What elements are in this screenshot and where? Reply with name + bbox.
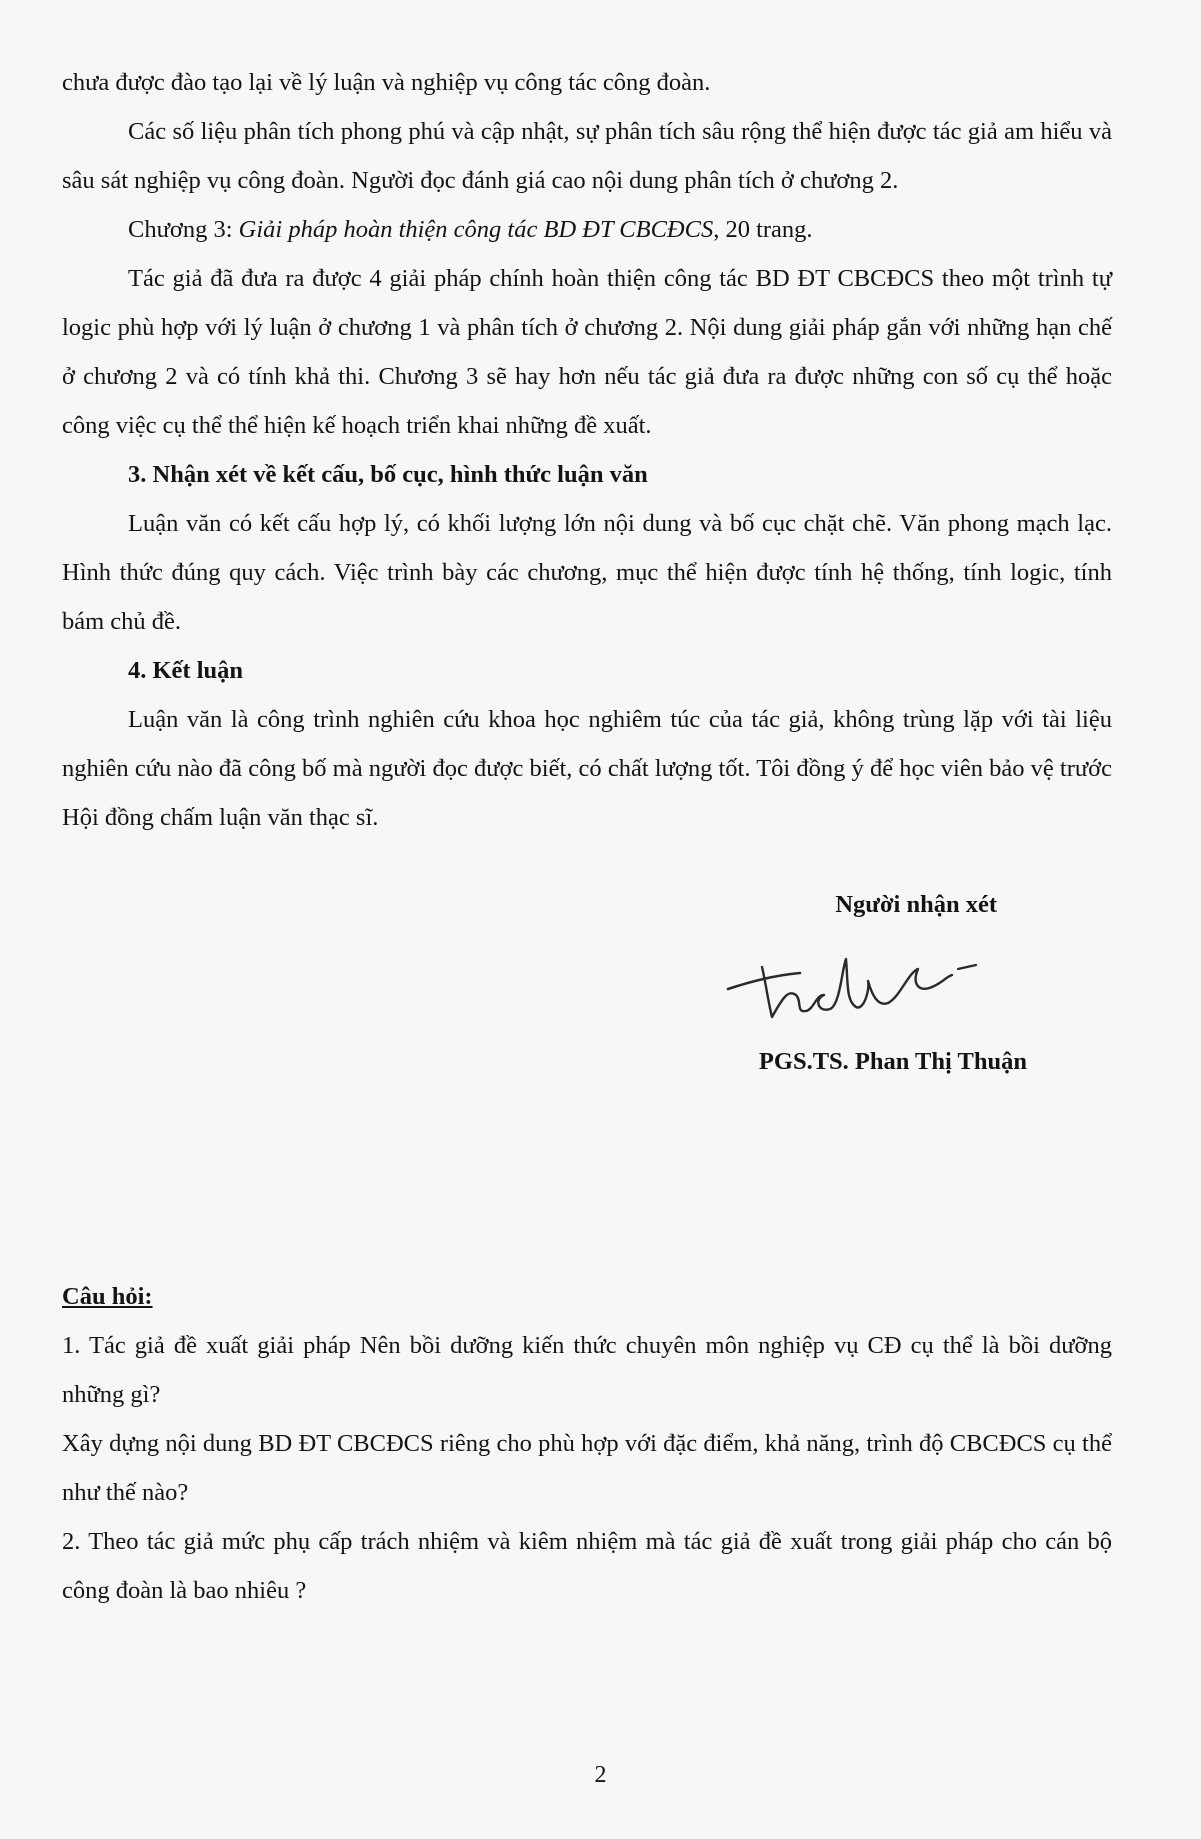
section-heading-3: 3. Nhận xét về kết cấu, bố cục, hình thức luận văn [128, 461, 648, 488]
chapter-3-prefix: Chương 3: [128, 216, 239, 243]
question-1-followup: Xây dựng nội dung BD ĐT CBCĐCS riêng cho phù hợp với đặc điểm, khả năng, trình độ CBCĐCS cụ thể như thế nào? [62, 1430, 1112, 1506]
paragraph-analysis: Các số liệu phân tích phong phú và cập nhật, sự phân tích sâu rộng thể hiện được tác giả am hiểu và sâu sát nghiệp vụ công đoàn. Người đọc đánh giá cao nội dung phân tích ở chương 2. [62, 118, 1112, 194]
question-2: 2. Theo tác giả mức phụ cấp trách nhiệm và kiêm nhiệm mà tác giả đề xuất trong giải pháp cho cán bộ công đoàn là bao nhiêu ? [62, 1528, 1112, 1604]
signature-area [62, 929, 1112, 1037]
reviewer-name: PGS.TS. Phan Thị Thuận [758, 1048, 1027, 1075]
questions-section [62, 1272, 1112, 1615]
section-heading-4: 4. Kết luận [128, 657, 244, 684]
chapter-3-title: Giải pháp hoàn thiện công tác BD ĐT CBCĐCS [238, 216, 714, 243]
questions-title: Câu hỏi: [62, 1283, 153, 1310]
paragraph-chapter-3 [62, 205, 1112, 254]
paragraph-continuation: chưa được đào tạo lại về lý luận và nghiệp vụ công tác công đoàn. [62, 69, 711, 96]
paragraph-structure: Luận văn có kết cấu hợp lý, có khối lượng lớn nội dung và bố cục chặt chẽ. Văn phong mạch lạc. Hình thức đúng quy cách. Việc trình bày các chương, mục thể hiện được tính hệ thống, tính logic, tính bám chủ đề. [62, 510, 1112, 635]
question-1: 1. Tác giả đề xuất giải pháp Nên bồi dưỡng kiến thức chuyên môn nghiệp vụ CĐ cụ thể là bồi dưỡng những gì? [62, 1332, 1112, 1408]
paragraph-conclusion: Luận văn là công trình nghiên cứu khoa học nghiêm túc của tác giả, không trùng lặp với tài liệu nghiên cứu nào đã công bố mà người đọc được biết, có chất lượng tốt. Tôi đồng ý để học viên bảo vệ trước Hội đồng chấm luận văn thạc sĩ. [62, 706, 1112, 831]
handwritten-signature [722, 929, 982, 1029]
chapter-3-suffix: , 20 trang. [713, 216, 813, 243]
document-body [62, 58, 1112, 1615]
page-number: 2 [594, 1762, 607, 1788]
paragraph-solutions: Tác giả đã đưa ra được 4 giải pháp chính hoàn thiện công tác BD ĐT CBCĐCS theo một trình tự logic phù hợp với lý luận ở chương 1 và phân tích ở chương 2. Nội dung giải pháp gắn với những hạn chế ở chương 2 và có tính khả thi. Chương 3 sẽ hay hơn nếu tác giả đưa ra được những con số cụ thể hoặc công việc cụ thể thể hiện kế hoạch triển khai những đề xuất. [62, 265, 1112, 439]
reviewer-label: Người nhận xét [835, 891, 997, 918]
